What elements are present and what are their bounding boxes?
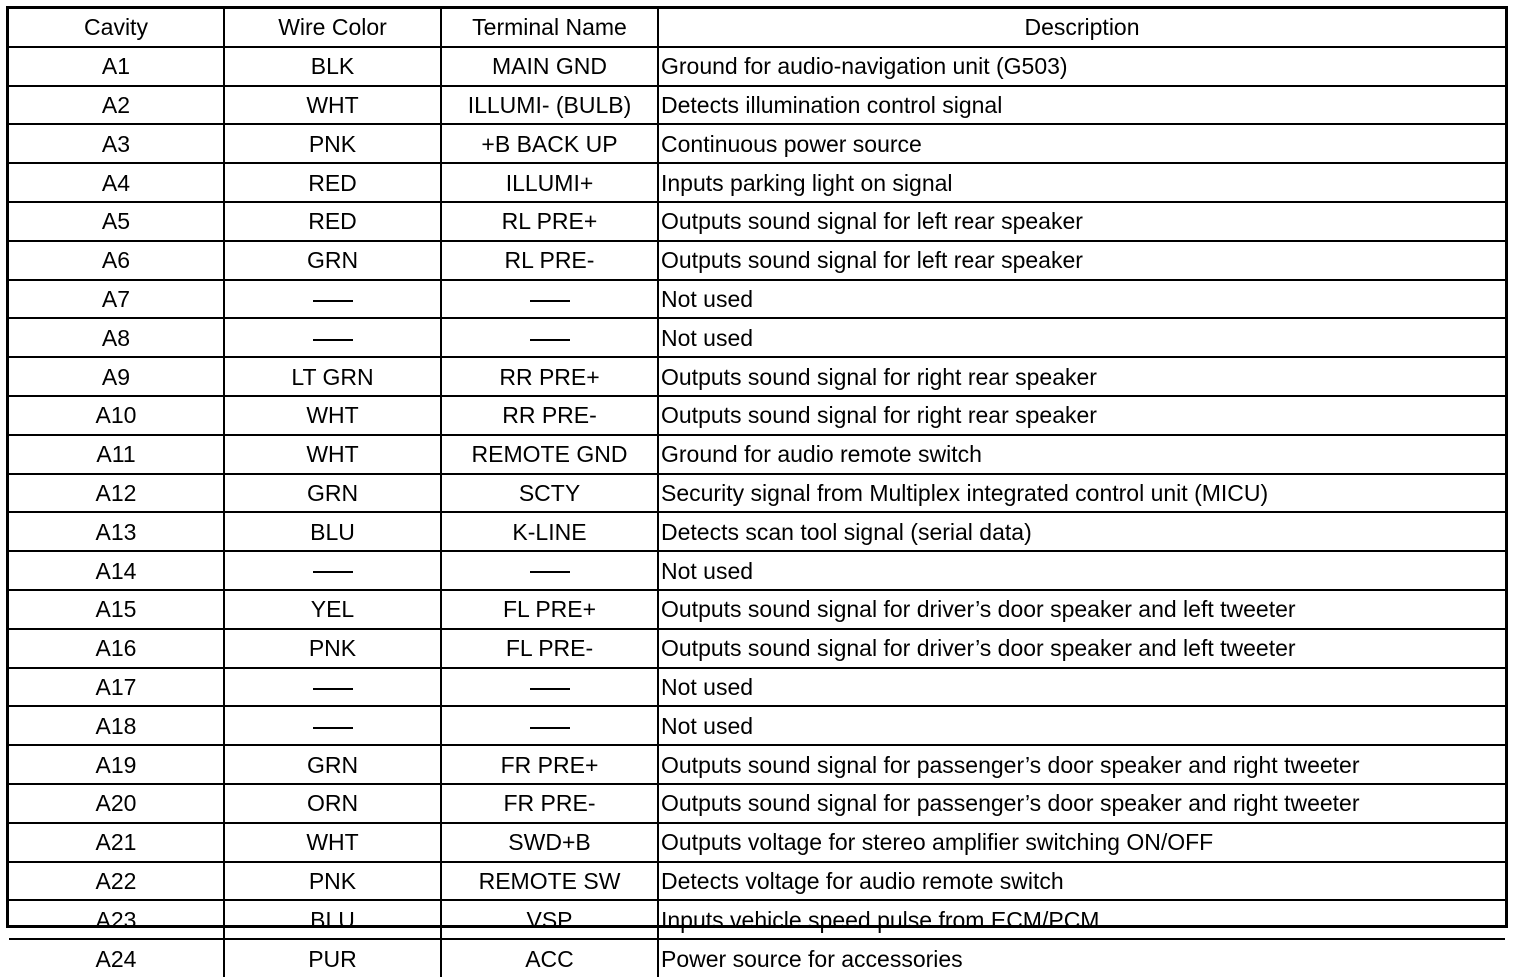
- table-row: [9, 629, 1505, 668]
- table-row: [9, 241, 1505, 280]
- cell-wire-color: PNK: [224, 124, 441, 163]
- table-row: [9, 512, 1505, 551]
- cell-description: Inputs vehicle speed pulse from ECM/PCM: [658, 900, 1505, 939]
- cell-wire-color: BLU: [224, 512, 441, 551]
- cell-cavity: A19: [9, 745, 224, 784]
- cell-wire-color: WHT: [224, 435, 441, 474]
- cell-wire-color: BLK: [224, 47, 441, 86]
- cell-description: Not used: [658, 318, 1505, 357]
- cell-terminal-name: VSP: [441, 900, 658, 939]
- cell-terminal-name: RL PRE-: [441, 241, 658, 280]
- cell-wire-color: [224, 668, 441, 707]
- table-row: [9, 435, 1505, 474]
- cell-wire-color: [224, 706, 441, 745]
- cell-wire-color: PNK: [224, 629, 441, 668]
- table-row: [9, 745, 1505, 784]
- cell-terminal-name: FL PRE+: [441, 590, 658, 629]
- cell-cavity: A18: [9, 706, 224, 745]
- empty-dash-icon: [530, 339, 570, 341]
- cell-description: Outputs sound signal for right rear speaker: [658, 396, 1505, 435]
- cell-terminal-name: [441, 280, 658, 319]
- cell-description: Detects scan tool signal (serial data): [658, 512, 1505, 551]
- cell-description: Not used: [658, 668, 1505, 707]
- cell-cavity: A13: [9, 512, 224, 551]
- empty-dash-icon: [530, 300, 570, 302]
- table-row: [9, 47, 1505, 86]
- table-row: [9, 318, 1505, 357]
- header-row: [9, 9, 1505, 47]
- cell-cavity: A8: [9, 318, 224, 357]
- cell-description: Security signal from Multiplex integrated control unit (MICU): [658, 474, 1505, 513]
- cell-terminal-name: REMOTE GND: [441, 435, 658, 474]
- table-row: [9, 590, 1505, 629]
- cell-cavity: A3: [9, 124, 224, 163]
- table-row: [9, 202, 1505, 241]
- cell-wire-color: PUR: [224, 939, 441, 977]
- cell-terminal-name: RR PRE+: [441, 357, 658, 396]
- table-row: [9, 124, 1505, 163]
- cell-description: Outputs sound signal for driver’s door speaker and left tweeter: [658, 629, 1505, 668]
- header-wire-color: Wire Color: [224, 9, 441, 47]
- table-row: [9, 706, 1505, 745]
- cell-description: Power source for accessories: [658, 939, 1505, 977]
- cell-description: Outputs sound signal for passenger’s door speaker and right tweeter: [658, 784, 1505, 823]
- cell-terminal-name: +B BACK UP: [441, 124, 658, 163]
- cell-terminal-name: FR PRE+: [441, 745, 658, 784]
- table-row: [9, 474, 1505, 513]
- empty-dash-icon: [530, 688, 570, 690]
- cell-terminal-name: FR PRE-: [441, 784, 658, 823]
- empty-dash-icon: [530, 727, 570, 729]
- cell-description: Ground for audio-navigation unit (G503): [658, 47, 1505, 86]
- table-row: [9, 900, 1505, 939]
- cell-description: Not used: [658, 551, 1505, 590]
- cell-cavity: A22: [9, 862, 224, 901]
- cell-description: Continuous power source: [658, 124, 1505, 163]
- cell-description: Outputs sound signal for right rear speaker: [658, 357, 1505, 396]
- cell-terminal-name: K-LINE: [441, 512, 658, 551]
- cell-cavity: A6: [9, 241, 224, 280]
- cell-wire-color: GRN: [224, 474, 441, 513]
- cell-terminal-name: ILLUMI- (BULB): [441, 86, 658, 125]
- cell-cavity: A5: [9, 202, 224, 241]
- cell-description: Outputs voltage for stereo amplifier switching ON/OFF: [658, 823, 1505, 862]
- table-row: [9, 784, 1505, 823]
- cell-cavity: A2: [9, 86, 224, 125]
- cell-description: Inputs parking light on signal: [658, 163, 1505, 202]
- table-row: [9, 86, 1505, 125]
- header-cavity: Cavity: [9, 9, 224, 47]
- cell-cavity: A15: [9, 590, 224, 629]
- cell-cavity: A1: [9, 47, 224, 86]
- table-row: [9, 396, 1505, 435]
- table-row: [9, 862, 1505, 901]
- cell-terminal-name: RR PRE-: [441, 396, 658, 435]
- cell-cavity: A10: [9, 396, 224, 435]
- header-description: Description: [658, 9, 1505, 47]
- cell-description: Ground for audio remote switch: [658, 435, 1505, 474]
- table-row: [9, 551, 1505, 590]
- cell-description: Outputs sound signal for left rear speaker: [658, 241, 1505, 280]
- table-row: [9, 939, 1505, 977]
- cell-terminal-name: [441, 668, 658, 707]
- cell-terminal-name: MAIN GND: [441, 47, 658, 86]
- empty-dash-icon: [313, 339, 353, 341]
- table-row: [9, 163, 1505, 202]
- cell-wire-color: WHT: [224, 86, 441, 125]
- cell-terminal-name: ACC: [441, 939, 658, 977]
- cell-wire-color: WHT: [224, 396, 441, 435]
- empty-dash-icon: [313, 300, 353, 302]
- cell-wire-color: RED: [224, 163, 441, 202]
- cell-cavity: A7: [9, 280, 224, 319]
- cell-terminal-name: RL PRE+: [441, 202, 658, 241]
- cell-cavity: A11: [9, 435, 224, 474]
- cell-cavity: A21: [9, 823, 224, 862]
- cell-terminal-name: FL PRE-: [441, 629, 658, 668]
- cell-cavity: A4: [9, 163, 224, 202]
- table-row: [9, 357, 1505, 396]
- cell-description: Outputs sound signal for driver’s door speaker and left tweeter: [658, 590, 1505, 629]
- cell-wire-color: WHT: [224, 823, 441, 862]
- cell-cavity: A24: [9, 939, 224, 977]
- cell-terminal-name: SWD+B: [441, 823, 658, 862]
- cell-description: Not used: [658, 706, 1505, 745]
- cell-description: Detects voltage for audio remote switch: [658, 862, 1505, 901]
- cell-wire-color: RED: [224, 202, 441, 241]
- cell-terminal-name: [441, 551, 658, 590]
- cell-cavity: A16: [9, 629, 224, 668]
- cell-wire-color: LT GRN: [224, 357, 441, 396]
- cell-cavity: A12: [9, 474, 224, 513]
- table-row: [9, 280, 1505, 319]
- cell-cavity: A20: [9, 784, 224, 823]
- cell-cavity: A14: [9, 551, 224, 590]
- cell-description: Outputs sound signal for passenger’s door speaker and right tweeter: [658, 745, 1505, 784]
- cell-cavity: A9: [9, 357, 224, 396]
- cell-wire-color: GRN: [224, 745, 441, 784]
- cell-description: Not used: [658, 280, 1505, 319]
- cell-terminal-name: [441, 706, 658, 745]
- table-row: [9, 668, 1505, 707]
- cell-description: Outputs sound signal for left rear speaker: [658, 202, 1505, 241]
- cell-wire-color: [224, 318, 441, 357]
- cell-wire-color: PNK: [224, 862, 441, 901]
- cell-terminal-name: [441, 318, 658, 357]
- cell-terminal-name: REMOTE SW: [441, 862, 658, 901]
- cell-cavity: A17: [9, 668, 224, 707]
- empty-dash-icon: [530, 571, 570, 573]
- cell-description: Detects illumination control signal: [658, 86, 1505, 125]
- cell-wire-color: [224, 280, 441, 319]
- header-terminal-name: Terminal Name: [441, 9, 658, 47]
- cell-terminal-name: ILLUMI+: [441, 163, 658, 202]
- cell-wire-color: GRN: [224, 241, 441, 280]
- connector-table-frame: [6, 6, 1508, 972]
- empty-dash-icon: [313, 571, 353, 573]
- cell-wire-color: [224, 551, 441, 590]
- table-body: [9, 47, 1505, 977]
- empty-dash-icon: [313, 688, 353, 690]
- cell-cavity: A23: [9, 900, 224, 939]
- cell-wire-color: ORN: [224, 784, 441, 823]
- cell-wire-color: YEL: [224, 590, 441, 629]
- connector-pinout-table: [9, 9, 1505, 977]
- cell-wire-color: BLU: [224, 900, 441, 939]
- cell-terminal-name: SCTY: [441, 474, 658, 513]
- table-row: [9, 823, 1505, 862]
- empty-dash-icon: [313, 727, 353, 729]
